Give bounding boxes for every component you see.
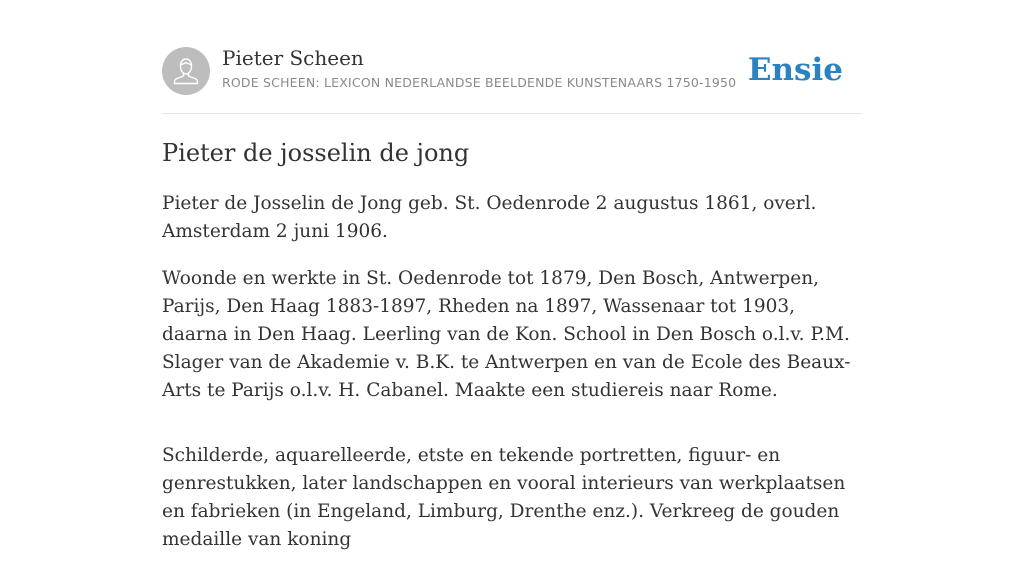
paragraph-birth-death: Pieter de Josselin de Jong geb. St. Oedenrode 2 augustus 1861, overl. Amsterdam 2 juni 1906. — [162, 193, 817, 242]
paragraph-works: Schilderde, aquarelleerde, etste en tekende portretten, figuur- en genrestukken, later landschappen en vooral interieurs van werkplaatsen en fabrieken (in Engeland, Limburg, Drenthe enz.). Verkreeg de gouden medaille van koning — [162, 445, 846, 550]
author-avatar[interactable] — [162, 47, 210, 95]
paragraph-biography: Woonde en werkte in St. Oedenrode tot 1879, Den Bosch, Antwerpen, Parijs, Den Haag 1883-1897, Rheden na 1897, Wassenaar tot 1903, daarna in Den Haag. Leerling van de Kon. School in Den Bosch o.l.v. P.M. Slager van de Akademie v. B.K. te Antwerpen en van de Ecole des Beaux-Arts te Parijs o.l.v. H. Cabanel. Maakte een studiereis naar Rome. — [162, 268, 851, 401]
page-container — [162, 0, 862, 550]
page-title: Pieter de josselin de jong — [162, 139, 470, 167]
article-body — [162, 190, 862, 573]
article-header — [162, 0, 862, 114]
ensie-logo[interactable]: Ensie — [747, 52, 843, 88]
author-name[interactable]: Pieter Scheen — [222, 46, 364, 70]
source-title[interactable]: RODE SCHEEN: LEXICON NEDERLANDSE BEELDENDE KUNSTENAARS 1750-1950 — [222, 75, 737, 90]
user-silhouette-icon — [162, 47, 210, 95]
